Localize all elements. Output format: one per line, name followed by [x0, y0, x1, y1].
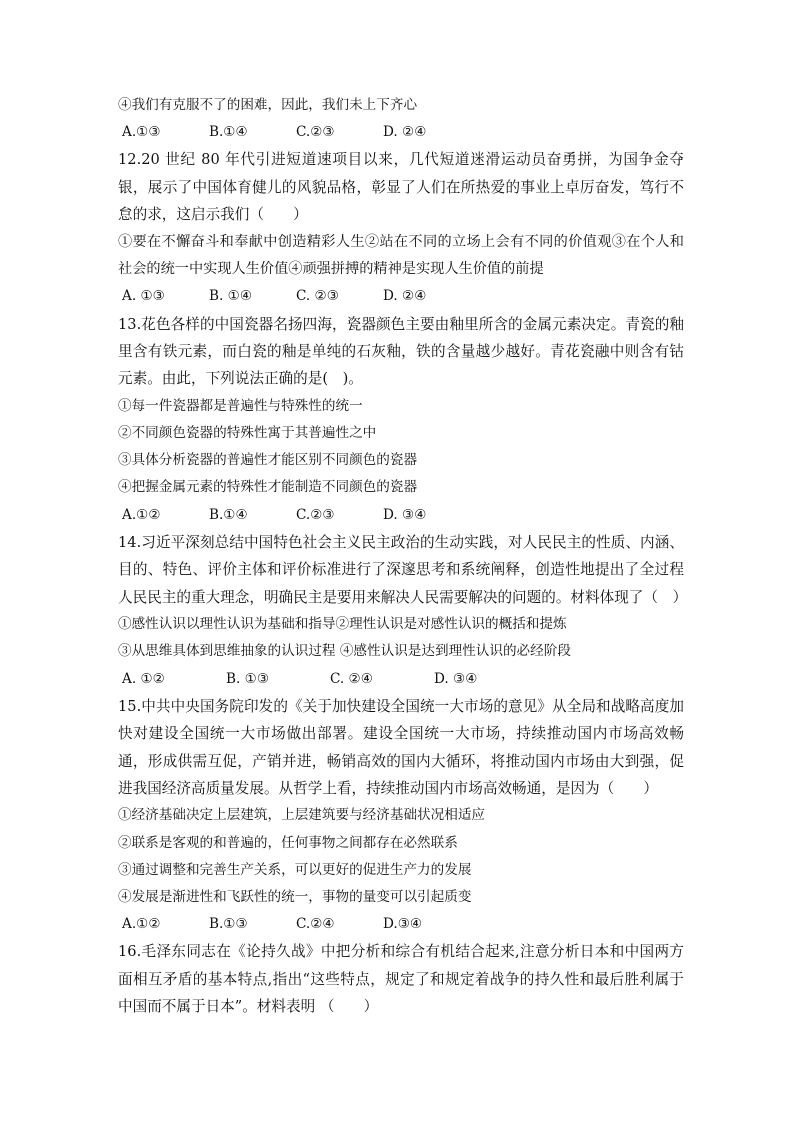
- q15-option-b[interactable]: B.①③: [209, 916, 248, 933]
- q13-option-d[interactable]: D. ③④: [383, 506, 427, 523]
- q15-statement-4: ④发展是渐进性和飞跃性的统一，事物的量变可以引起质变: [118, 888, 472, 905]
- q14-option-c[interactable]: C. ②④: [330, 670, 373, 687]
- q14-options: [118, 666, 684, 693]
- q12-statements: ①要在不懈奋斗和奉献中创造精彩人生②站在不同的立场上会有不同的价值观③在个人和社会的统一中实现人生价值④顽强拼搏的精神是实现人生价值的前提: [118, 233, 684, 278]
- q11-options: [118, 119, 684, 146]
- q15-options: [118, 911, 684, 938]
- q13-statement-1: ①每一件瓷器都是普遍性与特殊性的统一: [118, 397, 363, 414]
- q13-statement-2: ②不同颜色瓷器的特殊性寓于其普遍性之中: [118, 425, 377, 442]
- q14-option-b[interactable]: B. ①③: [226, 670, 270, 687]
- q13-options: [118, 502, 684, 529]
- q14-statements-1-2: ①感性认识以理性认识为基础和指导②理性认识是对感性认识的概括和提炼: [118, 616, 567, 633]
- q12-option-d[interactable]: D. ②④: [383, 288, 427, 305]
- q11-option-a[interactable]: A.①③: [122, 124, 161, 141]
- q12-stem: 12.20 世纪 80 年代引进短道速项目以来，几代短道迷滑运动员奋勇拼，为国争金夺银，展示了中国体育健儿的风貌品格，彰显了人们在所热爱的事业上卓厉奋发，笃行不怠的求，这启示我们（ ）: [118, 151, 684, 224]
- q16-stem: 16.毛泽东同志在《论持久战》中把分析和综合有机结合起来,注意分析日本和中国两方面相互矛盾的基本特点,指出“这些特点，规定了和规定着战争的持久性和最后胜利属于中国而不属于日本”。材料表明 （ ）: [118, 943, 684, 1016]
- q13-stem: 13.花色各样的中国瓷器名扬四海，瓷器颜色主要由釉里所含的金属元素决定。青瓷的釉里含有铁元素，而白瓷的釉是单纯的石灰釉，铁的含量越少越好。青花瓷融中则含有钴元素。由此，下列说法正确的是( )。: [118, 315, 684, 388]
- q15-option-a[interactable]: A.①②: [122, 916, 161, 933]
- q13-option-c[interactable]: C.②③: [296, 506, 335, 523]
- q11-option-d[interactable]: D. ②④: [383, 124, 427, 141]
- q11-option-c[interactable]: C.②③: [296, 124, 335, 141]
- q15-option-c[interactable]: C.②④: [296, 916, 335, 933]
- exam-content: [118, 92, 688, 1021]
- q14-option-d[interactable]: D. ③④: [434, 670, 478, 687]
- q12-option-b[interactable]: B. ①④: [209, 288, 253, 305]
- q12-options: [118, 283, 684, 310]
- q13-option-b[interactable]: B.①④: [209, 506, 248, 523]
- q11-option-b[interactable]: B.①④: [209, 124, 248, 141]
- q15-option-d[interactable]: D.③④: [383, 916, 423, 933]
- q15-statement-3: ③通过调整和完善生产关系，可以更好的促进生产力的发展: [118, 861, 472, 878]
- q15-statement-1: ①经济基础决定上层建筑，上层建筑要与经济基础状况相适应: [118, 807, 486, 824]
- q11-statement-4: ④我们有克服不了的困难，因此，我们未上下齐心: [118, 97, 418, 113]
- q12-option-a[interactable]: A. ①③: [122, 288, 165, 305]
- q15-statement-2: ②联系是客观的和普遍的，任何事物之间都存在必然联系: [118, 834, 458, 851]
- q13-option-a[interactable]: A.①②: [122, 506, 161, 523]
- q12-option-c[interactable]: C. ②③: [296, 288, 339, 305]
- q13-statement-4: ④把握金属元素的特殊性才能制造不同颜色的瓷器: [118, 479, 418, 496]
- q15-stem: 15.中共中央国务院印发的《关于加快建设全国统一大市场的意见》从全局和战略高度加快对建设全国统一大市场做出部署。建设全国统一大市场，持续推动国内市场高效畅通，形成供需互促，产销并进，畅销高效的国内大循环，将推动国内市场由大到强，促进我国经济高质量发展。从哲学上看，持续推动国内市场高效畅通，是因为（ ）: [118, 697, 684, 797]
- q14-statements-3-4: ③从思维具体到思维抽象的认识过程 ④感性认识是达到理性认识的必经阶段: [118, 643, 571, 660]
- q13-statement-3: ③具体分析瓷器的普遍性才能区别不同颜色的瓷器: [118, 452, 418, 469]
- q14-option-a[interactable]: A. ①②: [122, 670, 165, 687]
- q14-stem: 14.习近平深刻总结中国特色社会主义民主政治的生动实践，对人民民主的性质、内涵、目的、特色、评价主体和评价标准进行了深邃思考和系统阐释，创造性地提出了全过程人民民主的重大理念，明确民主是要用来解决人民需要解决的问题的。材料体现了（ ）: [118, 533, 688, 606]
